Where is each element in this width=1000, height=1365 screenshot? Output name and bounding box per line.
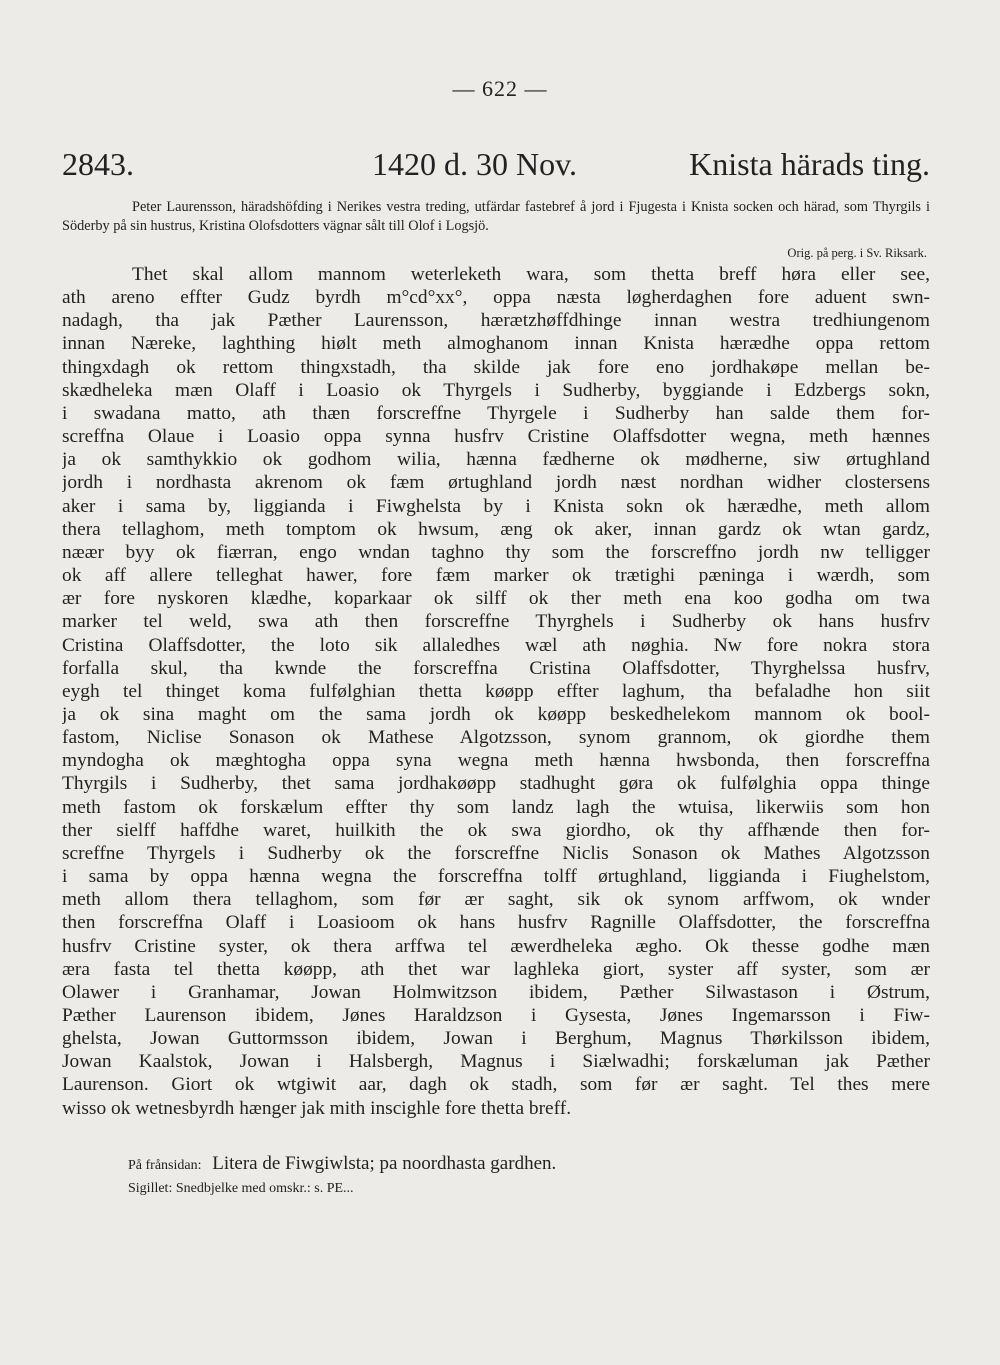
body-line: ath areno effter Gudz byrdh m°cd°xx°, oppa næsta løgherdaghen fore aduent swn- bbox=[62, 287, 930, 309]
body-line: Thet skal allom mannom weterleketh wara, som thetta breff høra eller see, bbox=[132, 264, 930, 285]
body-line: Thyrgils i Sudherby, thet sama jordhakøøpp stadhught gøra ok fulfølghia oppa thinge bbox=[62, 773, 930, 795]
body-line: Cristina Olaffsdotter, the loto sik allaledhes wæl ath nøghia. Nw fore nokra stora bbox=[62, 634, 930, 656]
seal-note: Sigillet: Snedbjelke med omskr.: s. PE... bbox=[128, 1181, 354, 1196]
body-line: fastom, Niclise Sonason ok Mathese Algotzsson, synom grannom, ok giordhe them bbox=[62, 727, 930, 749]
body-line: Laurenson. Giort ok wtgiwit aar, dagh ok stadh, som før ær saght. Tel thes mere bbox=[62, 1074, 930, 1096]
page-number: — 622 — bbox=[452, 76, 548, 101]
document-body bbox=[62, 263, 930, 1120]
body-line: innan Nærеke, laghthing hiølt meth almoghanom innan Knista hærædhe oppa rettom bbox=[62, 333, 930, 355]
body-line: ja ok samthykkio ok godhom wilia, hænna fædherne ok mødherne, siw ørtughland bbox=[62, 449, 930, 471]
body-line: ja ok sina maght om the sama jordh ok køøpp beskedhelekom mannom ok bool- bbox=[62, 703, 930, 725]
body-line: eygh tel thinget koma fulfølghian thetta køøpp effter laghum, tha befaladhe hon siit bbox=[62, 680, 930, 702]
source-note: Orig. på perg. i Sv. Riksark. bbox=[787, 246, 927, 260]
body-line: i swadana matto, ath thæn forscreffne Thyrgele i Sudherby han salde them for- bbox=[62, 402, 930, 424]
body-line: screffne Thyrgels i Sudherby ok the forscreffne Niclis Sonason ok Mathes Algotzsson bbox=[62, 842, 930, 864]
body-line: meth fastom ok forskælum effter thy som landz lagh the wtuisa, likerwiis som hon bbox=[62, 796, 930, 818]
body-line: wisso ok wetnesbyrdh hænger jak mith inscighle fore thetta breff. bbox=[62, 1097, 572, 1119]
body-line: meth allom thera tellaghom, som før ær saght, sik ok synom arffwom, ok wnder bbox=[62, 889, 930, 911]
body-line: ær fore nyskoren klædhe, koparkaar ok silff ok ther meth ena koo godha om twa bbox=[62, 588, 930, 610]
body-line: forfalla skul, tha kwnde the forscreffna Cristina Olaffsdotter, Thyrghelssa husfrv, bbox=[62, 657, 930, 679]
body-line: thingxdagh ok rettom thingxstadh, tha skilde jak fore eno jordhakøpe mellan be- bbox=[62, 356, 930, 378]
body-line: thera tellaghom, meth tomptom ok hwsum, æng ok aker, innan gardz ok wtan gardz, bbox=[62, 518, 930, 540]
body-line: screffna Olaue i Loasio oppa synna husfrv Cristine Olaffsdotter wegna, meth hænnes bbox=[62, 426, 930, 448]
document-date: 1420 d. 30 Nov. bbox=[372, 146, 578, 182]
reverse-note-text: Litera de Fiwgiwlsta; pa noordhasta gardhen. bbox=[212, 1153, 557, 1174]
reverse-note-label: På frånsidan: bbox=[128, 1158, 202, 1173]
reverse-note bbox=[128, 1153, 996, 1175]
document-place: Knista härads ting. bbox=[689, 146, 930, 182]
body-line: skædheleka mæn Olaff i Loasio ok Thyrgels i Sudherby, byggiande i Edzbergs sokn, bbox=[62, 379, 930, 401]
body-line: ok aff allere telleghat hawer, fore fæm marker ok trætighi pæninga i wærdh, som bbox=[62, 565, 930, 587]
body-line: ghelsta, Jowan Guttormsson ibidem, Jowan i Berghum, Magnus Thørkilsson ibidem, bbox=[62, 1028, 930, 1050]
document-number: 2843. bbox=[62, 146, 134, 182]
body-line: jordh i nordhasta akrenom ok fæm ørtughland jordh næst nordhan widher clostersens bbox=[62, 472, 930, 494]
body-line: then forscreffna Olaff i Loasioom ok hans husfrv Ragnille Olaffsdotter, the forscreffna bbox=[62, 912, 930, 934]
body-line: Olawer i Granhamar, Jowan Holmwitzson ibidem, Pæther Silwastason i Østrum, bbox=[62, 981, 930, 1003]
body-line: i sama by oppa hænna wegna the forscreffna tolff ørtughland, liggianda i Fiughelstom, bbox=[62, 866, 930, 888]
body-line: nadagh, tha jak Pæther Laurensson, hærætzhøffdhinge innan westra tredhiungenom bbox=[62, 310, 930, 332]
body-line: Jowan Kaalstok, Jowan i Halsbergh, Magnus i Siælwadhi; forskæluman jak Pæther bbox=[62, 1051, 930, 1073]
document-heading bbox=[62, 146, 930, 186]
body-line: Pæther Laurenson ibidem, Jønes Haraldzson i Gysesta, Jønes Ingemarsson i Fiw- bbox=[62, 1005, 930, 1026]
body-line: æra fasta tel thetta køøpp, ath thet war laghleka giort, syster aff syster, som ær bbox=[62, 958, 930, 980]
body-line: aker i sama by, liggianda i Fiwghelsta by i Knista sokn ok hærædhe, meth allom bbox=[62, 495, 930, 517]
body-line: næær byy ok fiærran, engo wndan taghno thy som the forscreffno jordh nw telligger bbox=[62, 541, 930, 563]
document-summary: Peter Laurensson, häradshöfding i Nerikes vestra treding, utfärdar fastebref å jord i Fjugesta i Knista socken och härad, som Thyrgils i Söderby på sin hustrus, Kristina Olofsdotters vägnar sålt till Olof i Logsjö. bbox=[62, 199, 930, 234]
body-line: myndogha ok mæghtogha oppa syna wegna meth hænna hwsbonda, then forscreffna bbox=[62, 750, 930, 772]
body-line: marker tel weld, swa ath then forscreffne Thyrghels i Sudherby ok hans husfrv bbox=[62, 611, 930, 633]
body-line: husfrv Cristine syster, ok thera arffwa tel æwerdheleka ægho. Ok thesse godhe mæn bbox=[62, 935, 930, 957]
body-line: ther sielff haffdhe waret, huilkith the ok swa giordho, ok thy affhænde then for- bbox=[62, 819, 930, 841]
